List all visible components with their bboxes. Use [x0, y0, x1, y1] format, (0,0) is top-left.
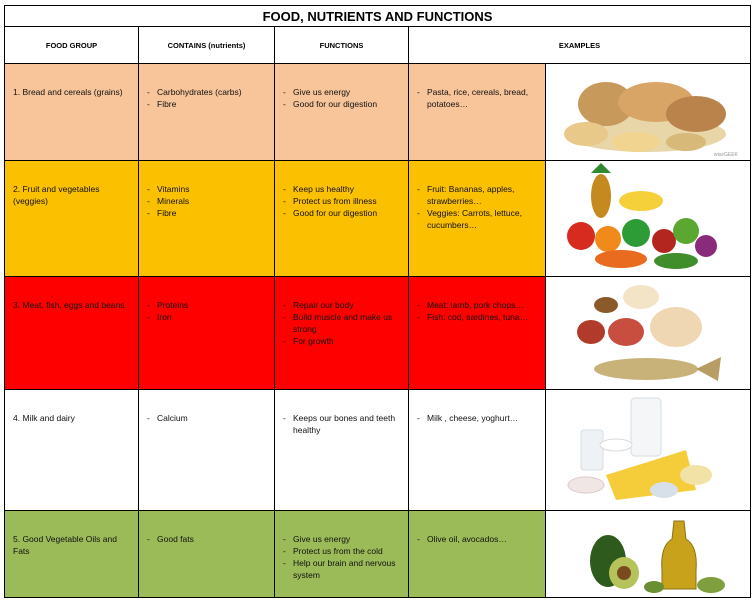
functions-cell	[275, 390, 409, 511]
list-item: - Vitamins	[147, 183, 270, 195]
list-item: - For growth	[283, 335, 404, 347]
fruit-vegetables-image	[546, 161, 751, 277]
list-item: - Carbohydrates (carbs)	[147, 86, 270, 98]
nutrients-cell	[139, 64, 275, 161]
bread-cereals-image	[546, 64, 751, 161]
list-item: - Protect us from the cold	[283, 545, 404, 557]
header-examples: EXAMPLES	[409, 27, 751, 64]
food-group-label: 5. Good Vegetable Oils and Fats	[13, 534, 117, 556]
header-row	[5, 27, 751, 64]
list-item: - Fibre	[147, 98, 270, 110]
list-item: - Help our brain and nervous system	[283, 557, 404, 581]
food-table	[4, 5, 751, 598]
food-group-label: 4. Milk and dairy	[13, 413, 75, 423]
list-item: - Pasta, rice, cereals, bread, potatoes…	[417, 86, 541, 110]
functions-cell	[275, 161, 409, 277]
list-item: - Fish: cod, sardines, tuna…	[417, 311, 541, 323]
food-group-label: 3. Meat, fish, eggs and beans	[13, 300, 125, 310]
table-row	[5, 511, 751, 598]
food-group-label: 2. Fruit and vegetables (veggies)	[13, 184, 100, 206]
food-group-label: 1. Bread and cereals (grains)	[13, 87, 123, 97]
examples-cell	[409, 64, 546, 161]
list-item: - Keep us healthy	[283, 183, 404, 195]
food-group-cell	[5, 390, 139, 511]
list-item: - Good for our digestion	[283, 207, 404, 219]
header-contains: CONTAINS (nutrients)	[139, 27, 275, 64]
list-item: - Fruit: Bananas, apples, strawberries…	[417, 183, 541, 207]
table-row	[5, 277, 751, 390]
nutrients-cell	[139, 511, 275, 598]
list-item: - Calcium	[147, 412, 270, 424]
table-title: FOOD, NUTRIENTS AND FUNCTIONS	[5, 6, 751, 27]
food-group-cell	[5, 161, 139, 277]
nutrients-cell	[139, 390, 275, 511]
examples-cell	[409, 511, 546, 598]
food-group-cell	[5, 64, 139, 161]
examples-cell	[409, 390, 546, 511]
list-item: - Good for our digestion	[283, 98, 404, 110]
header-functions: FUNCTIONS	[275, 27, 409, 64]
list-item: - Iron	[147, 311, 270, 323]
list-item: - Give us energy	[283, 86, 404, 98]
list-item: - Fibre	[147, 207, 270, 219]
list-item: - Meat: lamb, pork chops…	[417, 299, 541, 311]
header-food-group: FOOD GROUP	[5, 27, 139, 64]
list-item: - Olive oil, avocados…	[417, 533, 541, 545]
milk-dairy-image	[546, 390, 751, 511]
functions-cell	[275, 64, 409, 161]
examples-cell	[409, 161, 546, 277]
list-item: - Repair our body	[283, 299, 404, 311]
list-item: - Minerals	[147, 195, 270, 207]
functions-cell	[275, 277, 409, 390]
list-item: - Proteins	[147, 299, 270, 311]
list-item: - Give us energy	[283, 533, 404, 545]
list-item: - Good fats	[147, 533, 270, 545]
functions-cell	[275, 511, 409, 598]
meat-fish-eggs-image	[546, 277, 751, 390]
watermark-text: wiseGEEK	[714, 152, 738, 158]
list-item: - Keeps our bones and teeth healthy	[283, 412, 404, 436]
table-row	[5, 161, 751, 277]
food-group-cell	[5, 511, 139, 598]
list-item: - Veggies: Carrots, lettuce, cucumbers…	[417, 207, 541, 231]
nutrients-cell	[139, 277, 275, 390]
list-item: - Milk , cheese, yoghurt…	[417, 412, 541, 424]
nutrients-cell	[139, 161, 275, 277]
food-group-cell	[5, 277, 139, 390]
table-row	[5, 390, 751, 511]
list-item: - Protect us from illness	[283, 195, 404, 207]
table-row	[5, 64, 751, 161]
list-item: - Build muscle and make us strong	[283, 311, 404, 335]
oils-fats-image	[546, 511, 751, 598]
examples-cell	[409, 277, 546, 390]
